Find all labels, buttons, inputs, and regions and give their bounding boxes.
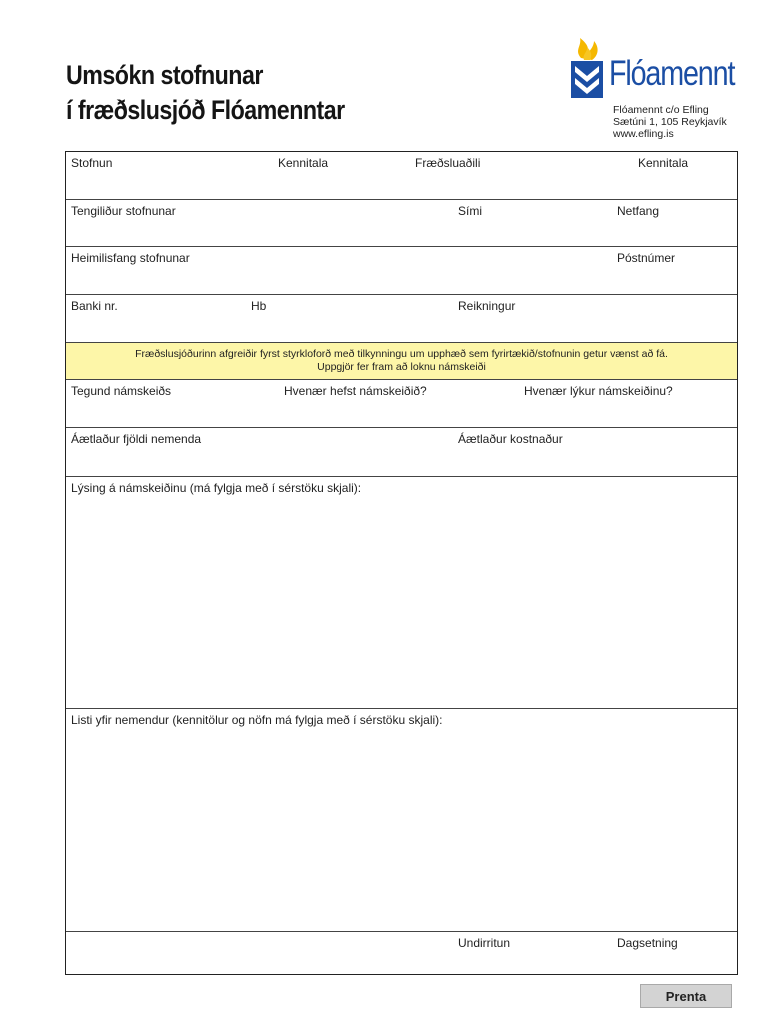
- address-line-2: Sætúni 1, 105 Reykjavík: [613, 116, 727, 128]
- label-listi: Listi yfir nemendur (kennitölur og nöfn má fylgja með í sérstöku skjali):: [71, 713, 443, 727]
- row-institution[interactable]: [66, 152, 737, 200]
- title-line-2: í fræðslusjóð Flóamenntar: [66, 95, 345, 125]
- label-postnumer: Póstnúmer: [617, 251, 676, 265]
- label-kennitala-2: Kennitala: [638, 156, 689, 170]
- label-tegund: Tegund námskeiðs: [71, 384, 172, 398]
- label-netfang: Netfang: [617, 204, 660, 218]
- label-lysing: Lýsing á námskeiðinu (má fylgja með í sérstöku skjali):: [71, 481, 362, 495]
- row-bank[interactable]: [66, 295, 737, 343]
- logo-wordmark: Flóamennt: [609, 54, 735, 93]
- label-hvenaer-hefst: Hvenær hefst námskeiðið?: [284, 384, 427, 398]
- print-button[interactable]: Prenta: [640, 984, 732, 1008]
- label-banki: Banki nr.: [71, 299, 118, 313]
- contact-address: [613, 104, 727, 140]
- notice-line-1: Fræðslusjóðurinn afgreiðir fyrst styrkloforð með tilkynningu um upphæð sem fyrirtækið/stofnunin getur vænst að fá.: [135, 348, 668, 360]
- label-fraedsluadili: Fræðsluaðili: [415, 156, 481, 170]
- address-line-1: Flóamennt c/o Efling: [613, 104, 709, 116]
- label-stofnun: Stofnun: [71, 156, 113, 170]
- title-line-1: Umsókn stofnunar: [66, 60, 263, 90]
- row-signature[interactable]: [66, 932, 737, 974]
- notice-banner: [66, 343, 737, 380]
- label-tengilidur: Tengiliður stofnunar: [71, 204, 176, 218]
- label-kennitala: Kennitala: [278, 156, 329, 170]
- row-description[interactable]: [66, 477, 737, 709]
- notice-line-2: Uppgjör fer fram að loknu námskeiði: [317, 361, 486, 373]
- row-student-list[interactable]: [66, 709, 737, 932]
- row-course-type[interactable]: [66, 380, 737, 428]
- address-line-3: www.efling.is: [613, 128, 674, 140]
- page-title: [66, 58, 345, 128]
- row-contact[interactable]: [66, 200, 737, 247]
- label-heimilisfang: Heimilisfang stofnunar: [71, 251, 190, 265]
- row-estimates[interactable]: [66, 428, 737, 477]
- label-kostnadur: Áætlaður kostnaður: [458, 432, 563, 446]
- label-reikningur: Reikningur: [458, 299, 516, 313]
- row-address[interactable]: [66, 247, 737, 295]
- label-undirritun: Undirritun: [458, 936, 511, 950]
- label-hb: Hb: [251, 299, 267, 313]
- label-fjoldi: Áætlaður fjöldi nemenda: [71, 432, 202, 446]
- label-hvenaer-lykur: Hvenær lýkur námskeiðinu?: [524, 384, 673, 398]
- application-form: [65, 151, 738, 975]
- label-simi: Sími: [458, 204, 482, 218]
- label-dagsetning: Dagsetning: [617, 936, 678, 950]
